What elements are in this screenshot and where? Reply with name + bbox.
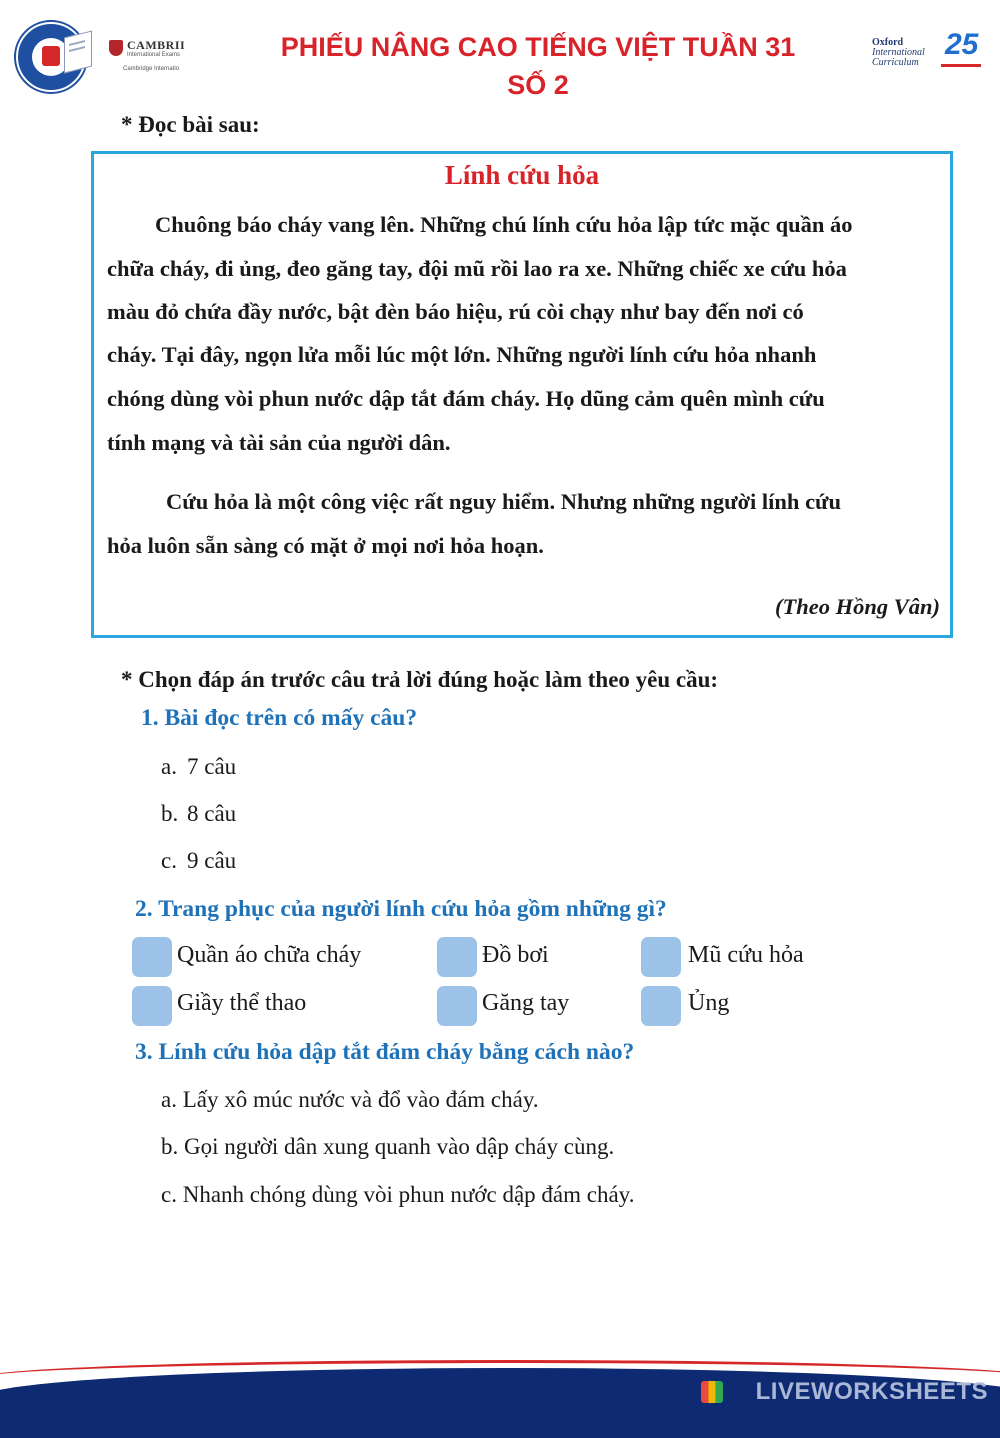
passage-line: tính mạng và tài sản của người dân. [107, 430, 451, 455]
passage-line: Chuông báo cháy vang lên. Những chú lính cứu hỏa lập tức mặc quần áo [155, 212, 853, 237]
liveworksheets-brand[interactable]: LIVEWORKSHEETS [755, 1378, 988, 1405]
anniversary-logo [937, 28, 985, 70]
passage-line: màu đỏ chứa đầy nước, bật đèn báo hiệu, rú còi chạy như bay đến nơi có [107, 299, 804, 324]
passage-line: hỏa luôn sẵn sàng có mặt ở mọi nơi hỏa hoạn. [107, 533, 544, 558]
question-instruction: * Chọn đáp án trước câu trả lời đúng hoặc làm theo yêu cầu: [121, 667, 719, 692]
page-title-line1: PHIẾU NÂNG CAO TIẾNG VIỆT TUẦN 31 [280, 32, 796, 62]
question-1: 1. Bài đọc trên có mấy câu? [141, 705, 418, 731]
option-letter: c. [161, 848, 177, 873]
choice-label: Găng tay [482, 990, 570, 1016]
oxford-logo [872, 38, 936, 68]
option-letter: a. [161, 754, 177, 779]
option-text: 7 câu [187, 754, 237, 779]
q1-option-b[interactable] [161, 801, 236, 827]
passage-line: Cứu hỏa là một công việc rất nguy hiểm. Nhưng những người lính cứu [166, 489, 842, 514]
option-text: 9 câu [187, 848, 237, 873]
anniversary-underline [941, 64, 981, 67]
checkbox-do-boi[interactable] [437, 937, 477, 977]
choice-label: Mũ cứu hỏa [688, 942, 804, 968]
page-title [200, 28, 876, 104]
question-3-number: 3 [135, 1039, 147, 1065]
q1-option-c[interactable] [161, 848, 236, 874]
option-letter: b. [161, 801, 179, 826]
question-2: 2. Trang phục của người lính cứu hỏa gồm những gì? [135, 896, 667, 922]
question-3-text: . Lính cứu hỏa dập tắt đám cháy bằng cách nào? [146, 1039, 635, 1065]
option-text: 8 câu [187, 801, 237, 826]
book-logo [58, 30, 94, 74]
reading-instruction: * Đọc bài sau: [121, 112, 260, 137]
cambridge-sub: International Exams [127, 52, 181, 58]
passage-source: (Theo Hồng Vân) [774, 594, 940, 619]
oxford-line: Curriculum [872, 57, 919, 68]
checkbox-ung[interactable] [641, 986, 681, 1026]
passage-line: chóng dùng vòi phun nước dập tắt đám cháy. Họ dũng cảm quên mình cứu [107, 386, 825, 411]
passage-line: chữa cháy, đi ủng, đeo găng tay, đội mũ rồi lao ra xe. Những chiếc xe cứu hỏa [107, 256, 847, 281]
page-title-line2: SỐ 2 [507, 70, 569, 100]
oxford-line: International [872, 47, 925, 58]
question-3 [135, 1039, 634, 1066]
checkbox-gang-tay[interactable] [437, 986, 477, 1026]
checkbox-quan-ao[interactable] [132, 937, 172, 977]
choice-label: Giầy thể thao [177, 990, 307, 1016]
choice-label: Ủng [688, 990, 730, 1016]
choice-label: Quần áo chữa cháy [177, 942, 362, 968]
oxford-line: Oxford [872, 37, 904, 48]
passage-title: Lính cứu hỏa [444, 160, 600, 190]
cambridge-logo [109, 38, 195, 76]
q3-option-a[interactable]: a. Lấy xô múc nước và đổ vào đám cháy. [161, 1087, 539, 1112]
passage-line: cháy. Tại đây, ngọn lửa mỗi lúc một lớn. Những người lính cứu hỏa nhanh [107, 342, 817, 367]
q1-option-a[interactable] [161, 754, 236, 780]
anniversary-number: 25 [945, 28, 979, 61]
cambridge-word: CAMBRII [127, 38, 186, 52]
liveworksheets-icon [701, 1381, 723, 1403]
cambridge-sub: Cambridge Internatio [123, 66, 180, 72]
q3-option-b[interactable]: b. Gọi người dân xung quanh vào dập cháy cùng. [161, 1134, 615, 1159]
checkbox-giay-the-thao[interactable] [132, 986, 172, 1026]
cambridge-shield-icon [109, 40, 123, 56]
choice-label: Đồ bơi [482, 942, 549, 968]
q3-option-c[interactable]: c. Nhanh chóng dùng vòi phun nước dập đám cháy. [161, 1182, 635, 1207]
checkbox-mu-cuu-hoa[interactable] [641, 937, 681, 977]
